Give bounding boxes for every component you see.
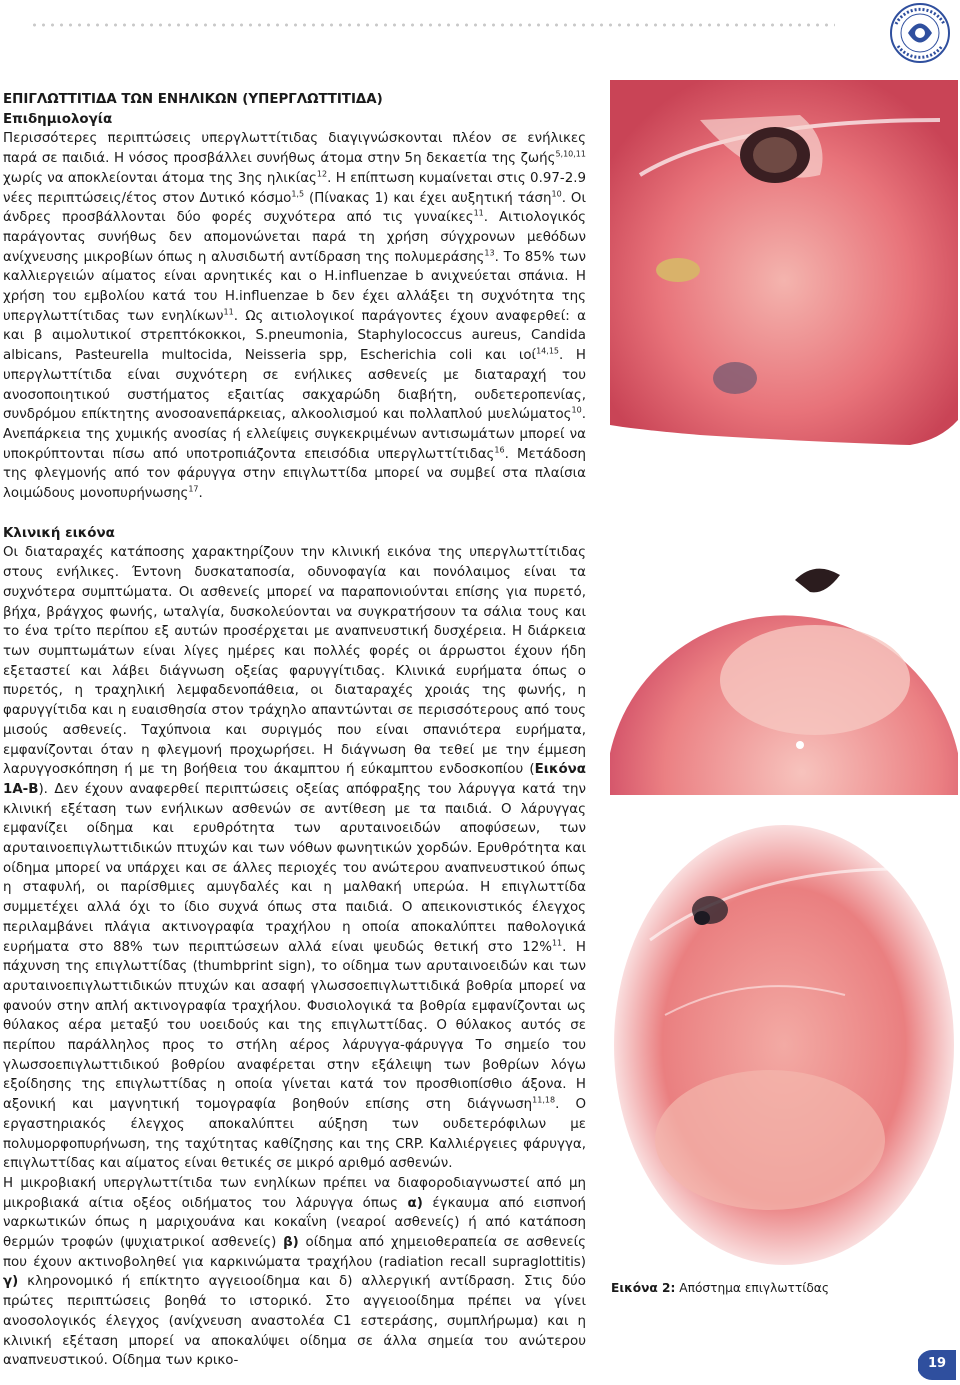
clinical-paragraph: Οι διαταραχές κατάποσης χαρακτηρίζουν την κλινική εικόνα της υπεργλωττίτιδας στους ενήλικες. Έντονη δυσκαταποσία, οδυνοφαγία και πονόλαιμος είναι τα συχνότερα συμπτώματα. Οι ασθενείς μπορεί να παραπονιούνται επίσης για πυρετό, βήχα, βράγχος φωνής, ωταλγία, δυσκολεύονται να συγκρατήσουν τα σάλια τους και το ένα τρίτο περίπου εξ αυτών προσέρχεται με αναπνευστική δυσχέρεια. Η διάρκεια των συμπτωμάτων είναι λίγες ημέρες και πολλές φορές οι άρρωστοι έχουν ήδη εξεταστεί και λάβει διάγνωση οξείας φαρυγγίτιδας. Κλινικά ευρήματα όπως ο πυρετός, η τραχηλική λεμφαδενοπάθεια, οι διαταραχές χροιάς της φωνής, η φαρυγγίτιδα και η ευαισθησία στον τράχηλο απαντώνται σε περισσότερους από τους μισούς ασθενείς. Ταχύπνοια και συριγμός που είναι σπανιότερα ευρήματα, εμφανίζονται όταν η φλεγμονή προχωρήσει. Η διάγνωση θα τεθεί με την έμμεση λαρυγγοσκόπηση ή με τη βοήθεια του άκαμπτου ή εύκαμπτου ενδοσκοπίου (Εικόνα 1Α-Β). Δεν έχουν αναφερθεί περιπτώσεις οξείας απόφραξης του λάρυγγα κατά την κλινική εξέταση των ενήλικων ασθενών σε αντίθεση με τα παιδιά. Ο λάρυγγας εμφανίζει οίδημα και ερυθρότητα των αρυταινοειδών αποφύσεων, των αρυταινοεπιγλωττιδικών πτυχών και των νόθων φωνητικών χορδών. Ερυθρότητα και οίδημα μπορεί να υπάρχει και σε άλλες περιοχές του ανώτερου αναπνευστικού όπως η σταφυλή, οι παρίσθμιες αμυγδαλές και η μαλθακή υπερώα. Η επιγλωττίδα συμμετέχει αλλά όχι το ίδιο συχνά όπως στα παιδιά. Ο απεικονιστικός έλεγχος περιλαμβάνει πλάγια ακτινογραφία τραχήλου η οποία αποκαλύπτει παθολογικά ευρήματα στο 88% των περιπτώσεων αλλά είναι ψευδώς θετική στο 12%$^{11}$. Η πάχυνση της επιγλωττίδας (thumbprint sign), το οίδημα των αρυταινοειδών και των αρυταινοεπιγλωττιδικών πτυχών και ασαφή γλωσσοεπιγλωττιδικά βοθρία μπορεί να φανούν στην απλή ακτινογραφία τραχήλου. Φυσιολογικά τα βοθρία εμφανίζονται ως θύλακος αέρα μεταξύ του υοειδούς και της επιγλωττίδας. Ο θύλακος αυτός σε περίπου παράλληλος προς το στήλη αέρος λάρυγγα-φάρυγγα Το σημείο του γλωσσοεπιγλωττιδικού βοθρίου αναφέρεται στην εξάλειψη των βοθρίων λόγω εξοίδησης της επιγλωττίδας η οποία γίνεται κατά τον προσθιοπίσθιο άξονα. Η αξονική και μαγνητική τομογραφία βοηθούν επίσης στη διάγνωση$^{11,18}$. Ο εργαστηριακός έλεγχος αποκαλύπτει αύξηση των ουδετερόφιλων με πολυμορφοπυρήνωση, της ταχύτητας καθίζησης και της CRP. Καλλιέργειες φάρυγγα, επιγλωττίδας και αίματος είναι θετικές σε μικρό αριθμό ασθενών. (3, 545, 586, 1172)
epidemiology-paragraph: Περισσότερες περιπτώσεις υπεργλωττίτιδας διαγιγνώσκονται πλέον σε ενήλικες παρά σε παιδιά. Η νόσος προσβάλλει συνήθως άτομα στην 5η δεκαετία της ζωής$^{5,10,11}$ χωρίς να αποκλείονται άτομα της 3ης ηλικίας$^{12}$. Η επίπτωση κυμαίνεται στις 0.97-2.9 νέες περιπτώσεις/έτος στον Δυτικό κόσμο$^{1,5}$ (Πίνακας 1) και έχει αυξητική τάση$^{10}$. Οι άνδρες προσβάλλονται δύο φορές συχνότερα από τις γυναίκες$^{11}$. Αιτιολογικός παράγοντας συνήθως δεν απομονώνεται παρά τη χρήση σύγχρονων μεθόδων ανίχνευσης μικροβίων όπως η αλυσιδωτή αντίδραση της πολυμεράσης$^{13}$. Το 85% των καλλιεργειών αίματος είναι αρνητικές και ο H.influenzae b ανιχνεύεται σπάνια. Η χρήση του εμβολίου κατά του H.influenzae b δεν έχει αλλάξει τη συχνότητα της υπεργλωττίτιδας των ενηλίκων$^{11}$. Ως αιτιολογικοί παράγοντες έχουν αναφερθεί: α και β αιμολυτικοί στρεπτόκοκκοι, S.pneumonia, Staphylococcus aureus, Candida albicans, Pasteurella multocida, Neisseria spp, Escherichia coli και ιοί$^{14,15}$. Η υπεργλωττίτιδα είναι συχνότερη σε ενήλικες ασθενείς με διαταραχή του ανοσοποιητικού συστήματος εξαιτίας σακχαρώδη διαβήτη, ουδετεροπενίας, συνδρόμου επίκτητης ανοσοανεπάρκειας, αλκοολισμού και πολλαπλού μυελώματος$^{10}$. Ανεπάρκεια της χυμικής ανοσίας ή ελλείψεις συγκεκριμένων αντισωμάτων μπορεί να υποκρύπτονται πίσω από υποτροπιάζοντα επεισόδια υπεργλωττίτιδας$^{16}$. Μετάδοση της φλεγμονής από τον φάρυγγα στην επιγλωττίδα μπορεί να συμβεί στα πλαίσια λοιμώδους μονοπυρήνωσης$^{17}$. (3, 131, 586, 502)
differential-paragraph: Η μικροβιακή υπεργλωττίτιδα των ενηλίκων πρέπει να διαφοροδιαγνωστεί από μη μικροβιακά αίτια οξέος οιδήματος του λάρυγγα όπως α) έγκαυμα από εισπνοή ναρκωτικών όπως η μαριχουάνα και κοκαΐνη (νεαροί ασθενείς) ή από κατάποση θερμών τροφών (ψυχιατρικοί ασθενείς) β) οίδημα από χημειοθεραπεία σε ασθενείς που έχουν ακτινοβοληθεί για καρκινώματα τραχήλου (radiation recall supraglottitis) γ) κληρονομικό ή επίκτητο αγγειοοίδημα και δ) αλλεργική αντίδραση. Στις δύο πρώτες περιπτώσεις βοηθά το ιστορικό. Στο αγγειοοίδημα πρέπει να γίνει ανοσολογικός έλεγχος (ανίχνευση αναστολέα C1 εστεράσης, συμπλήρωμα) και η κλινική εξέταση μπορεί να αποκαλύψει οίδημα σε άλλα σημεία του ανώτερου αναπνευστικού. Οίδημα των κρικο- (3, 1175, 586, 1369)
page-number-badge (918, 1350, 956, 1380)
figure-2-text: Απόστημα επιγλωττίδας (679, 1281, 829, 1295)
figure-2-title: Εικόνα 2: (611, 1281, 676, 1295)
epidemiology-heading: Επιδημιολογία (3, 111, 113, 127)
header-dot-rule (30, 22, 835, 28)
society-logo (886, 2, 954, 64)
article-body (3, 90, 586, 1371)
endoscopy-photo-1 (610, 80, 958, 795)
endoscopy-photo-2 (610, 800, 958, 1270)
page-number: 19 (927, 1356, 947, 1371)
figure-2-caption (611, 1280, 956, 1296)
clinical-heading: Κλινική εικόνα (3, 525, 115, 541)
article-title: ΕΠΙΓΛΩΤΤΙΤΙΔΑ ΤΩΝ ΕΝΗΛΙΚΩΝ (ΥΠΕΡΓΛΩΤΤΙΤΙΔΑ) (3, 92, 383, 107)
